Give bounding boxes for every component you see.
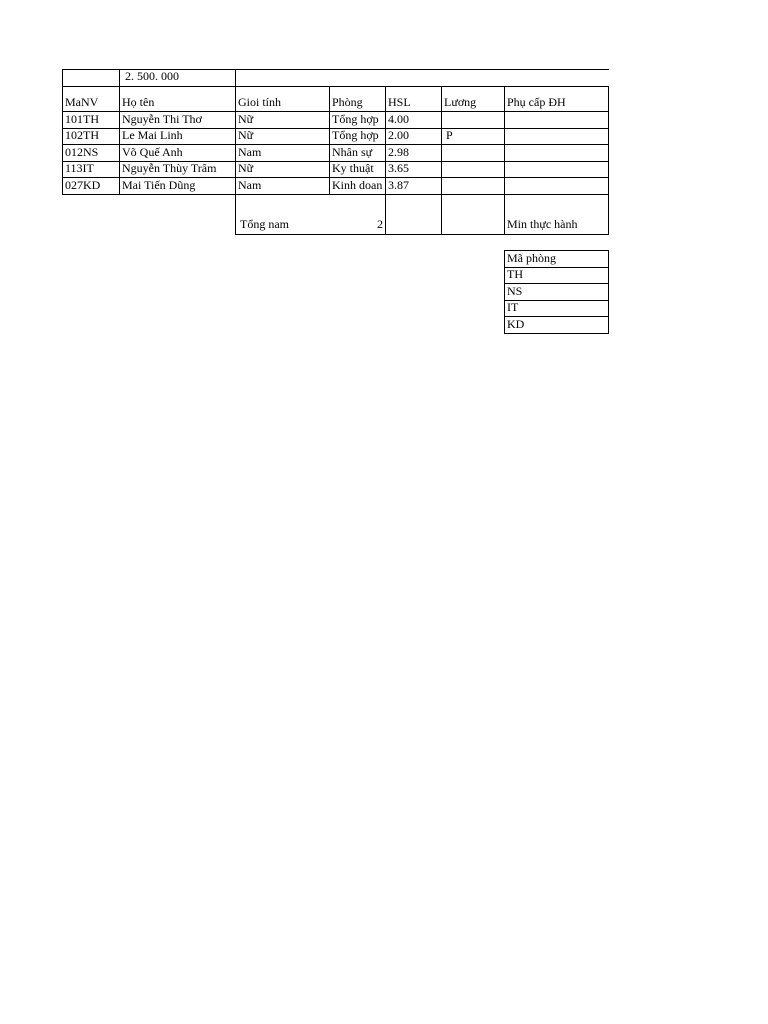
cell-phong[interactable]: Kinh doan — [332, 178, 383, 192]
cell-hsl[interactable]: 4.00 — [388, 112, 409, 126]
cell-manv[interactable]: 027KD — [65, 178, 101, 192]
cell-gioitinh[interactable]: Nam — [238, 145, 262, 159]
grid-hline — [62, 194, 609, 195]
cell-hsl[interactable]: 2.00 — [388, 128, 409, 142]
grid-hline — [62, 86, 609, 87]
lookup-item[interactable]: NS — [507, 284, 523, 298]
cell-hsl[interactable]: 2.98 — [388, 145, 409, 159]
lookup-item[interactable]: IT — [507, 300, 519, 314]
cell-hoten[interactable]: Mai Tiến Dũng — [122, 178, 196, 192]
cell-gioitinh[interactable]: Nữ — [238, 128, 254, 142]
tong-nam-label[interactable]: Tổng nam — [240, 217, 289, 231]
cell-gioitinh[interactable]: Nữ — [238, 161, 254, 175]
cell-phong[interactable]: Tổng hợp — [332, 128, 379, 142]
cell-manv[interactable]: 012NS — [65, 145, 99, 159]
cell-manv[interactable]: 102TH — [65, 128, 99, 142]
cell-hsl[interactable]: 3.87 — [388, 178, 409, 192]
header-hsl[interactable]: HSL — [388, 95, 411, 109]
grid-vline — [608, 86, 609, 235]
header-manv[interactable]: MaNV — [65, 95, 99, 109]
lookup-hline — [504, 333, 609, 334]
top-value-cell[interactable]: 2. 500. 000 — [125, 69, 179, 83]
header-phong[interactable]: Phòng — [332, 95, 363, 109]
cell-gioitinh[interactable]: Nữ — [238, 112, 254, 126]
lookup-item[interactable]: KD — [507, 317, 525, 331]
min-thuc-hanh-label[interactable]: Min thực hành — [507, 217, 578, 231]
grid-hline — [235, 234, 609, 235]
cell-hsl[interactable]: 3.65 — [388, 161, 409, 175]
lookup-vline — [608, 250, 609, 334]
cell-phong[interactable]: Tổng hợp — [332, 112, 379, 126]
header-gioitinh[interactable]: Gioi tính — [238, 95, 282, 109]
cell-manv[interactable]: 113IT — [65, 161, 94, 175]
header-phucap[interactable]: Phụ cấp ĐH — [507, 95, 566, 109]
cell-hoten[interactable]: Nguyễn Thùy Trâm — [122, 161, 217, 175]
cell-manv[interactable]: 101TH — [65, 112, 99, 126]
cell-hoten[interactable]: Nguyễn Thi Thơ — [122, 112, 202, 126]
cell-phong[interactable]: Nhân sự — [332, 145, 373, 159]
lookup-item[interactable]: TH — [507, 267, 523, 281]
cell-gioitinh[interactable]: Nam — [238, 178, 262, 192]
header-hoten[interactable]: Họ tên — [122, 95, 155, 109]
cell-hoten[interactable]: Võ Quế Anh — [122, 145, 183, 159]
lookup-header[interactable]: Mã phòng — [507, 251, 556, 265]
header-luong[interactable]: Lương — [444, 95, 477, 109]
tong-nam-value[interactable]: 2 — [377, 217, 383, 231]
cell-hoten[interactable]: Le Mai Linh — [122, 128, 183, 142]
cell-luong[interactable]: P — [446, 128, 453, 142]
cell-phong[interactable]: Ky thuật — [332, 161, 374, 175]
